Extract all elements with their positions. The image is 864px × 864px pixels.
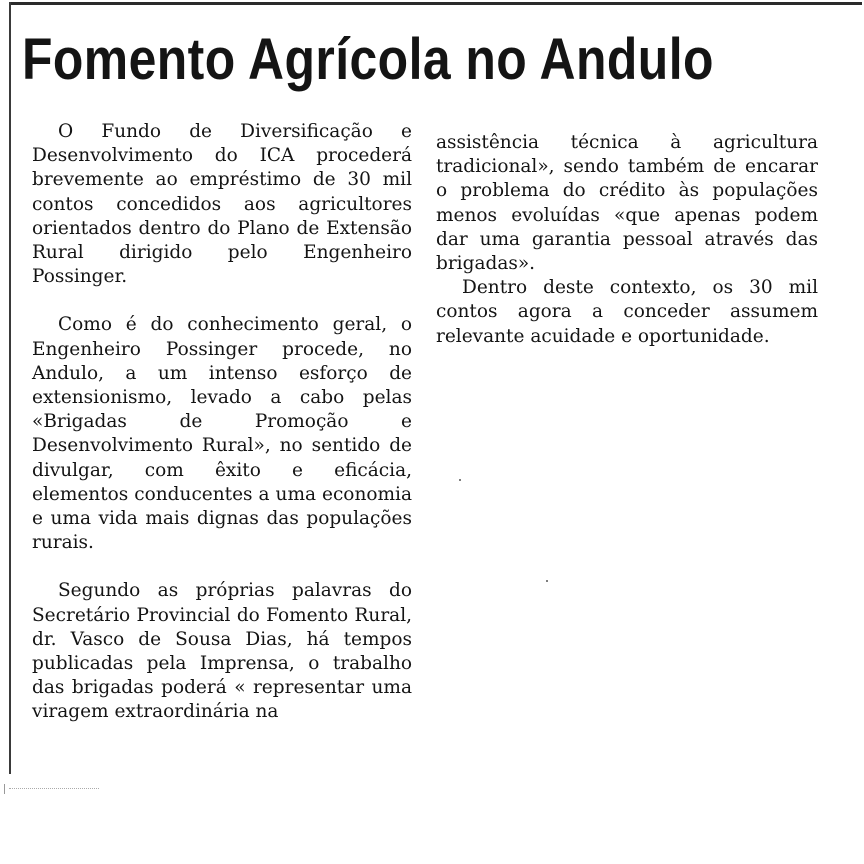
top-rule xyxy=(10,2,862,5)
paragraph-continuation: assistência técnica à agricultura tradicional», sendo também de encarar o problema do crédito às populações menos evoluídas «que apenas podem dar uma garantia pessoal através das brigadas». xyxy=(436,132,818,275)
article-column-left xyxy=(32,120,412,725)
paragraph: Dentro deste contexto, os 30 mil contos agora a conceder assumem relevante acuidade e oportunidade. xyxy=(436,277,818,347)
headline: Fomento Agrícola no Andulo xyxy=(22,27,714,92)
print-speck xyxy=(459,479,461,481)
article-column-right xyxy=(436,131,818,349)
left-border-rule xyxy=(9,2,11,774)
print-speck xyxy=(546,580,548,582)
paragraph: O Fundo de Diversificação e Desenvolvimento do ICA procederá brevemente ao empréstimo de 30 mil contos concedidos aos agricultores orientados dentro do Plano de Extensão Rural dirigido pelo Engenheiro Possinger. xyxy=(32,121,412,288)
scan-edge-mark xyxy=(4,784,101,794)
paragraph: Segundo as próprias palavras do Secretário Provincial do Fomento Rural, dr. Vasco de Sousa Dias, há tempos publicadas pela Imprensa, o trabalho das brigadas poderá « representar uma viragem extraordinária na xyxy=(32,580,412,723)
paragraph: Como é do conhecimento geral, o Engenheiro Possinger procede, no Andulo, a um intenso esforço de extensionismo, levado a cabo pelas «Brigadas de Promoção e Desenvolvimento Rural», no sentido de divulgar, com êxito e eficácia, elementos conducentes a uma economia e uma vida mais dignas das populações rurais. xyxy=(32,314,412,554)
